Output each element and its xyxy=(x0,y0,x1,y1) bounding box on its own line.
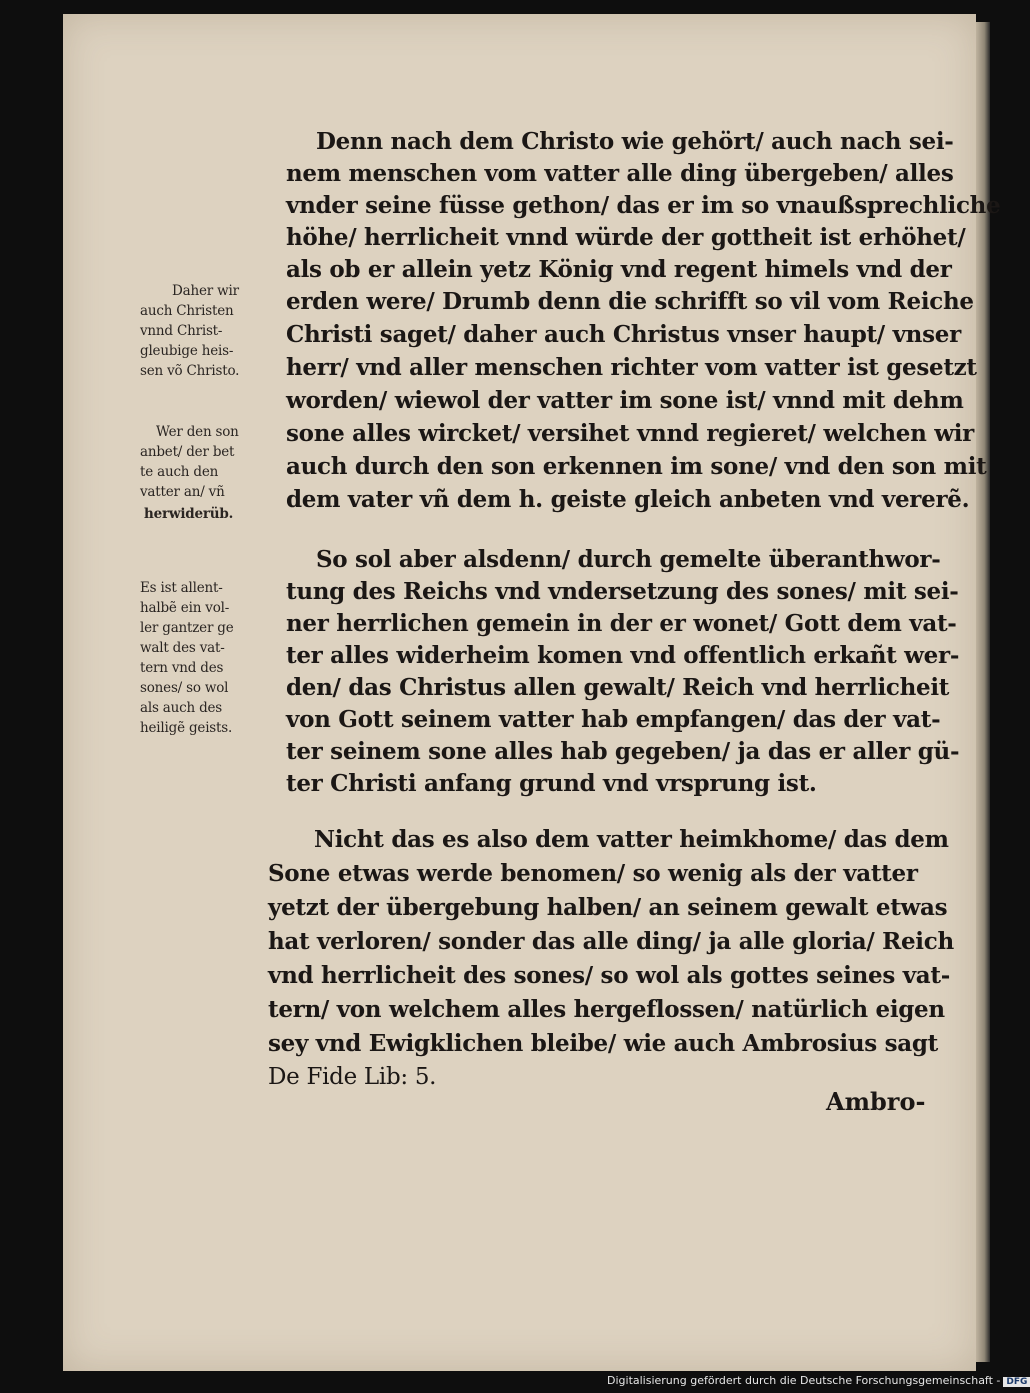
page-edge xyxy=(976,22,990,1362)
text-line: ner herrlichen gemein in der er wonet/ Gott dem vat- xyxy=(286,610,957,637)
margin-line: vatter an/ vñ xyxy=(140,484,225,500)
text-line: tern/ von welchem alles hergeflossen/ natürlich eigen xyxy=(268,996,945,1023)
text-line: als ob er allein yetz König vnd regent himels vnd der xyxy=(286,256,952,283)
text-line: tung des Reichs vnd vndersetzung des sones/ mit sei- xyxy=(286,578,959,605)
margin-line: auch Christen xyxy=(140,303,234,319)
text-line: ter seinem sone alles hab gegeben/ ja das er aller gü- xyxy=(286,738,960,765)
margin-line: als auch des xyxy=(140,700,223,716)
margin-line: ler gantzer ge xyxy=(140,620,234,636)
text-line: De Fide Lib: 5. xyxy=(268,1064,437,1090)
margin-line: Wer den son xyxy=(156,424,239,440)
catchword: Ambro- xyxy=(826,1087,926,1116)
text-line: ter alles widerheim komen vnd offentlich erkañt wer- xyxy=(286,642,960,669)
text-line: sey vnd Ewigklichen bleibe/ wie auch Ambrosius sagt xyxy=(268,1030,938,1057)
text-line: nem menschen vom vatter alle ding übergeben/ alles xyxy=(286,160,954,187)
text-line: von Gott seinem vatter hab empfangen/ das der vat- xyxy=(286,706,941,733)
dfg-logo-icon: DFG xyxy=(1003,1377,1030,1387)
margin-line: anbet/ der bet xyxy=(140,444,235,460)
text-line: den/ das Christus allen gewalt/ Reich vnd herrlicheit xyxy=(286,674,950,701)
margin-line: gleubige heis- xyxy=(140,343,234,359)
text-line: worden/ wiewol der vatter im sone ist/ vnnd mit dehm xyxy=(286,387,964,414)
margin-line: sones/ so wol xyxy=(140,680,229,696)
text-line: sone alles wircket/ versihet vnnd regieret/ welchen wir xyxy=(286,420,974,447)
text-line: vnder seine füsse gethon/ das er im so vnaußsprechliche xyxy=(286,192,1001,219)
footer-text: Digitalisierung gefördert durch die Deutsche Forschungsgemeinschaft - xyxy=(607,1374,1001,1387)
text-line: hat verloren/ sonder das alle ding/ ja alle gloria/ Reich xyxy=(268,928,954,955)
text-line: erden were/ Drumb denn die schrifft so vil vom Reiche xyxy=(286,288,974,315)
margin-line: halbẽ ein vol- xyxy=(140,600,230,616)
text-line: höhe/ herrlicheit vnnd würde der gottheit ist erhöhet/ xyxy=(286,224,966,251)
margin-line: sen võ Christo. xyxy=(140,363,240,379)
margin-line: heiligẽ geists. xyxy=(140,720,233,736)
margin-line: vnnd Christ- xyxy=(140,323,223,339)
text-line: Sone etwas werde benomen/ so wenig als der vatter xyxy=(268,860,918,887)
margin-line: Daher wir xyxy=(172,283,239,299)
text-line: Denn nach dem Christo wie gehört/ auch nach sei- xyxy=(316,128,954,155)
text-line: Nicht das es also dem vatter heimkhome/ das dem xyxy=(314,826,949,853)
margin-line: te auch den xyxy=(140,464,219,480)
text-line: vnd herrlicheit des sones/ so wol als gottes seines vat- xyxy=(268,962,950,989)
margin-line: herwiderüb. xyxy=(144,506,234,522)
text-line: herr/ vnd aller menschen richter vom vatter ist gesetzt xyxy=(286,354,977,381)
text-line: ter Christi anfang grund vnd vrsprung ist. xyxy=(286,770,817,797)
text-line: So sol aber alsdenn/ durch gemelte überanthwor- xyxy=(316,546,941,573)
text-line: dem vater vñ dem h. geiste gleich anbeten vnd vererẽ. xyxy=(286,486,970,513)
margin-line: walt des vat- xyxy=(140,640,225,656)
margin-line: Es ist allent- xyxy=(140,580,223,596)
text-line: Christi saget/ daher auch Christus vnser haupt/ vnser xyxy=(286,321,961,348)
text-line: yetzt der übergebung halben/ an seinem gewalt etwas xyxy=(268,894,948,921)
digitization-footer xyxy=(607,1374,1030,1387)
margin-line: tern vnd des xyxy=(140,660,224,676)
text-line: auch durch den son erkennen im sone/ vnd den son mit xyxy=(286,453,987,480)
